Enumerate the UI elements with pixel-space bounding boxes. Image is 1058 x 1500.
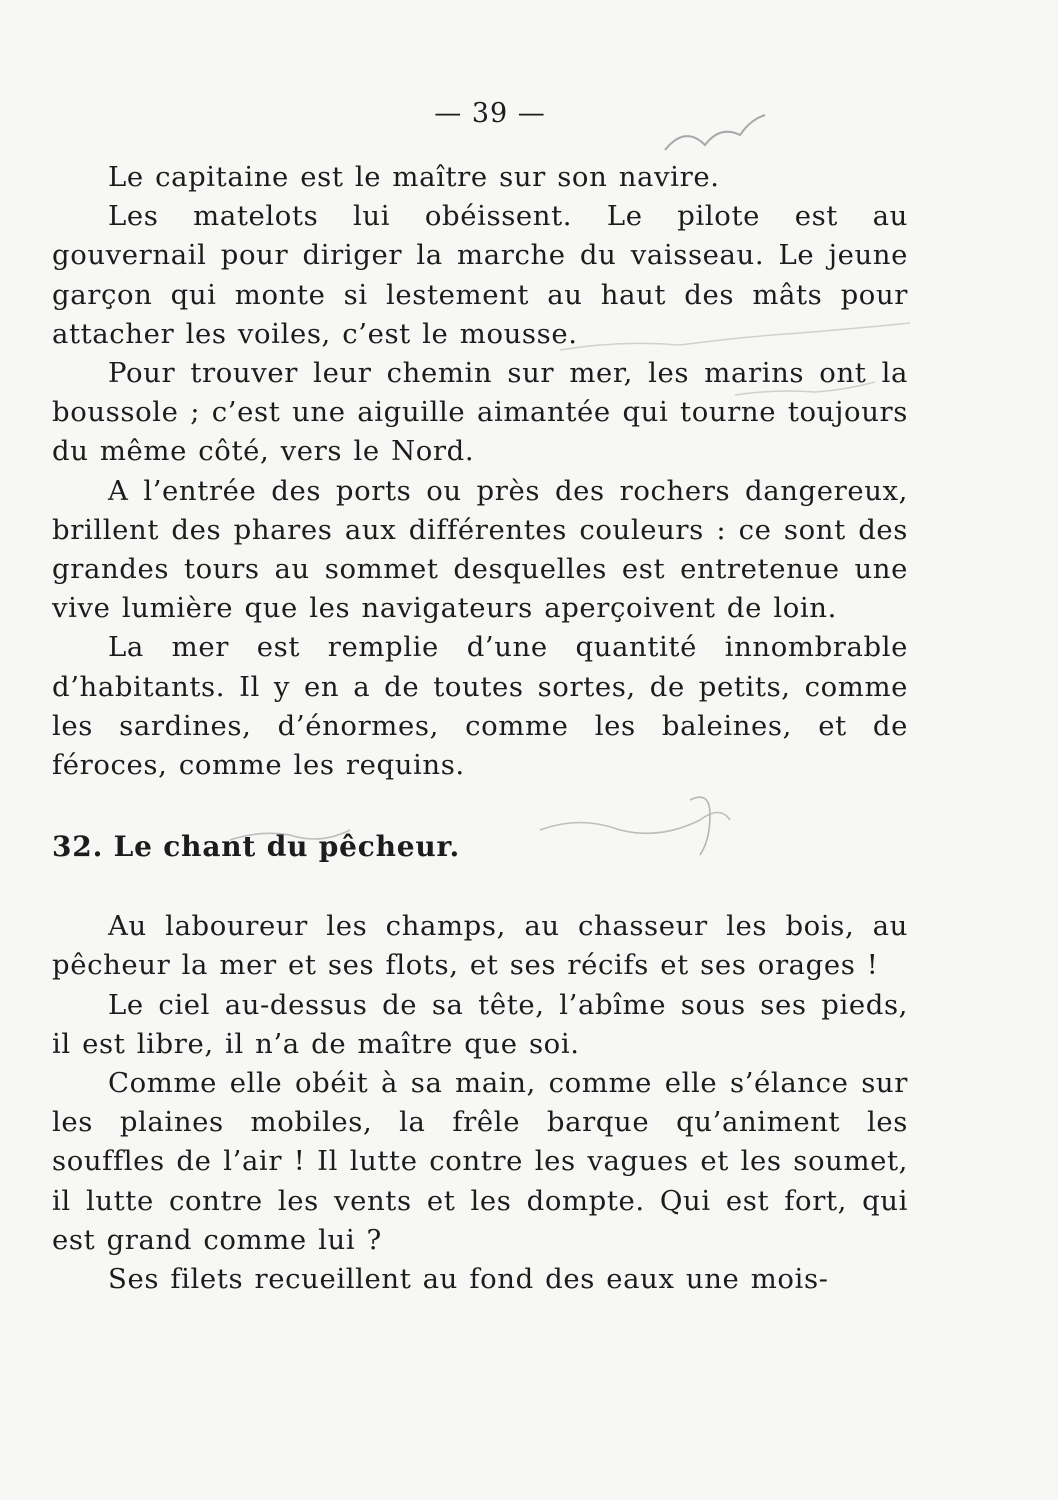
paragraph-sailors: Les matelots lui obéissent. Le pilote est au gouvernail pour diriger la marche du vaisseau. Le jeune garçon qui monte si lestement au haut des mâts pour attacher les voiles, c’est le mousse.: [52, 200, 908, 350]
page-content: [52, 158, 908, 1299]
paragraph-nets: Ses filets recueillent au fond des eaux une mois-: [108, 1263, 829, 1296]
paragraph-boat: Comme elle obéit à sa main, comme elle s’élance sur les plaines mobiles, la frêle barque qu’animent les souffles de l’air ! Il lutte contre les vagues et les soumet, il lutte contre les vents et les dompte. Qui est fort, qui est grand comme lui ?: [52, 1067, 908, 1256]
paragraph-compass: Pour trouver leur chemin sur mer, les marins ont la boussole ; c’est une aiguille aimantée qui tourne toujours du même côté, vers le Nord.: [52, 357, 908, 468]
paragraph-captain: Le capitaine est le maître sur son navire.: [108, 161, 720, 193]
page-number: — 39 —: [434, 98, 546, 129]
paragraph-lighthouses: A l’entrée des ports ou près des rochers dangereux, brillent des phares aux différentes couleurs : ce sont des grandes tours au sommet desquelles est entretenue une vive lumière que les navigateurs aperçoivent de loin.: [52, 474, 908, 625]
paragraph-fisherman-intro: Au laboureur les champs, au chasseur les bois, au pêcheur la mer et ses flots, et ses récifs et ses orages !: [52, 910, 908, 982]
paragraph-sea-inhabitants: La mer est remplie d’une quantité innombrable d’habitants. Il y en a de toutes sortes, de petits, comme les sardines, d’énormes, comme les baleines, et de féroces, comme les requins.: [52, 631, 908, 782]
paragraph-sky-abyss: Le ciel au-dessus de sa tête, l’abîme sous ses pieds, il est libre, il n’a de maître que soi.: [52, 988, 908, 1060]
section-heading: 32. Le chant du pêcheur.: [52, 830, 461, 864]
